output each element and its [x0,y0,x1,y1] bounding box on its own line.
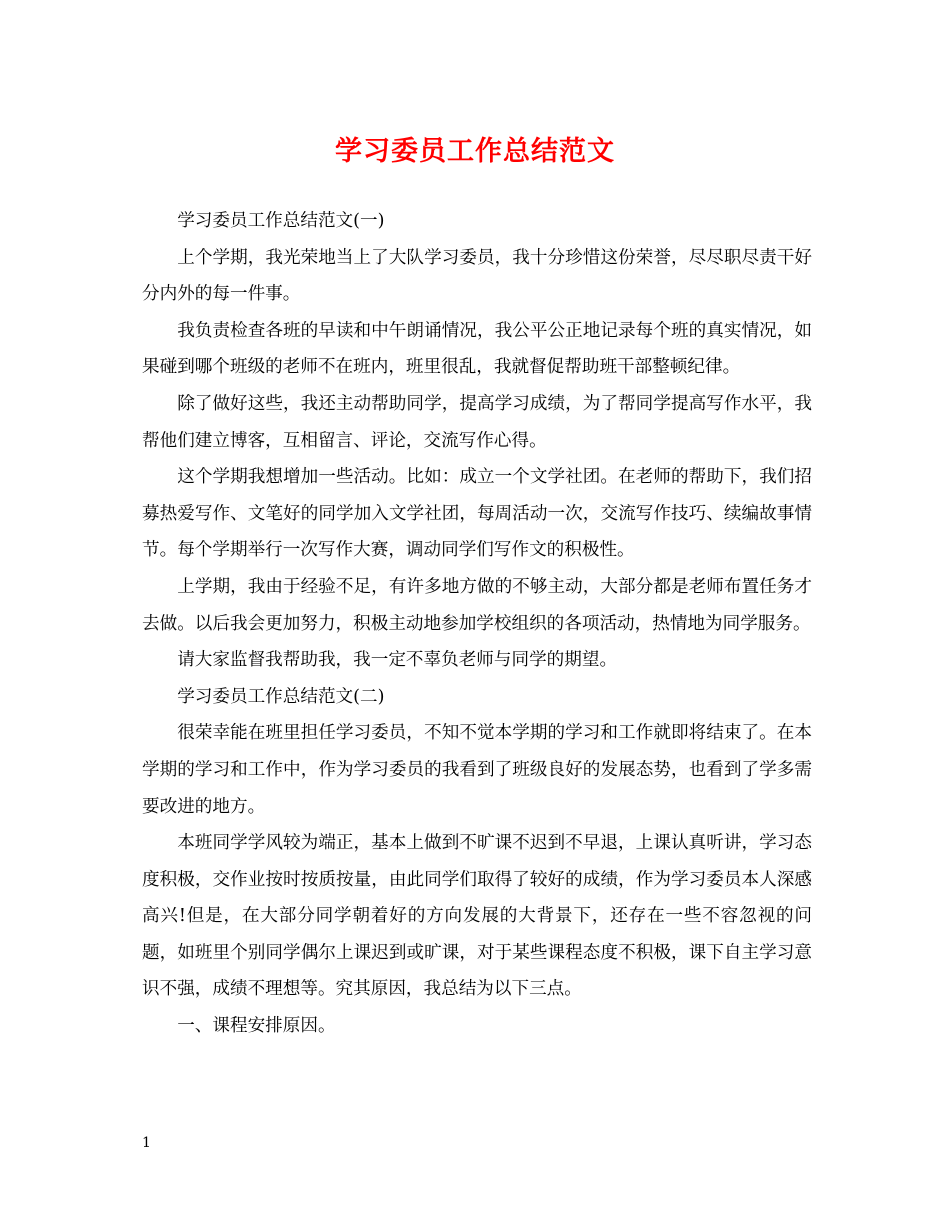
page-number: 1 [142,1135,151,1151]
document-body [142,203,812,1045]
document-title: 学习委员工作总结范文 [335,136,615,167]
paragraph: 学习委员工作总结范文(二) [177,686,385,707]
paragraph: 学习委员工作总结范文(一) [177,211,385,231]
paragraph: 很荣幸能在班里担任学习委员，不知不觉本学期的学习和工作就即将结束了。在本学期的学习和工作中，作为学习委员的我看到了班级良好的发展态势，也看到了学多需要改进的地方。 [142,723,812,817]
paragraph: 上个学期，我光荣地当上了大队学习委员，我十分珍惜这份荣誉，尽尽职尽责干好分内外的每一件事。 [142,247,812,305]
paragraph: 本班同学学风较为端正，基本上做到不旷课不迟到不早退，上课认真听讲，学习态度积极，交作业按时按质按量，由此同学们取得了较好的成绩，作为学习委员本人深感高兴!但是，在大部分同学朝着好的方向发展的大背景下，还存在一些不容忽视的问题，如班里个别同学偶尔上课迟到或旷课，对于某些课程态度不积极，课下自主学习意识不强，成绩不理想等。究其原因，我总结为以下三点。 [142,833,812,1000]
paragraph: 上学期，我由于经验不足，有许多地方做的不够主动，大部分都是老师布置任务才去做。以后我会更加努力，积极主动地参加学校组织的各项活动，热情地为同学服务。 [142,576,812,634]
paragraph: 我负责检查各班的早读和中午朗诵情况，我公平公正地记录每个班的真实情况，如果碰到哪个班级的老师不在班内，班里很乱，我就督促帮助班干部整顿纪律。 [142,320,812,378]
paragraph: 这个学期我想增加一些活动。比如：成立一个文学社团。在老师的帮助下，我们招募热爱写作、文笔好的同学加入文学社团，每周活动一次，交流写作技巧、续编故事情节。每个学期举行一次写作大赛，调动同学们写作文的积极性。 [142,467,812,561]
paragraph: 一、课程安排原因。 [177,1016,336,1037]
paragraph: 除了做好这些，我还主动帮助同学，提高学习成绩，为了帮同学提高写作水平，我帮他们建立博客，互相留言、评论，交流写作心得。 [142,393,812,451]
paragraph: 请大家监督我帮助我，我一定不辜负老师与同学的期望。 [177,650,618,671]
